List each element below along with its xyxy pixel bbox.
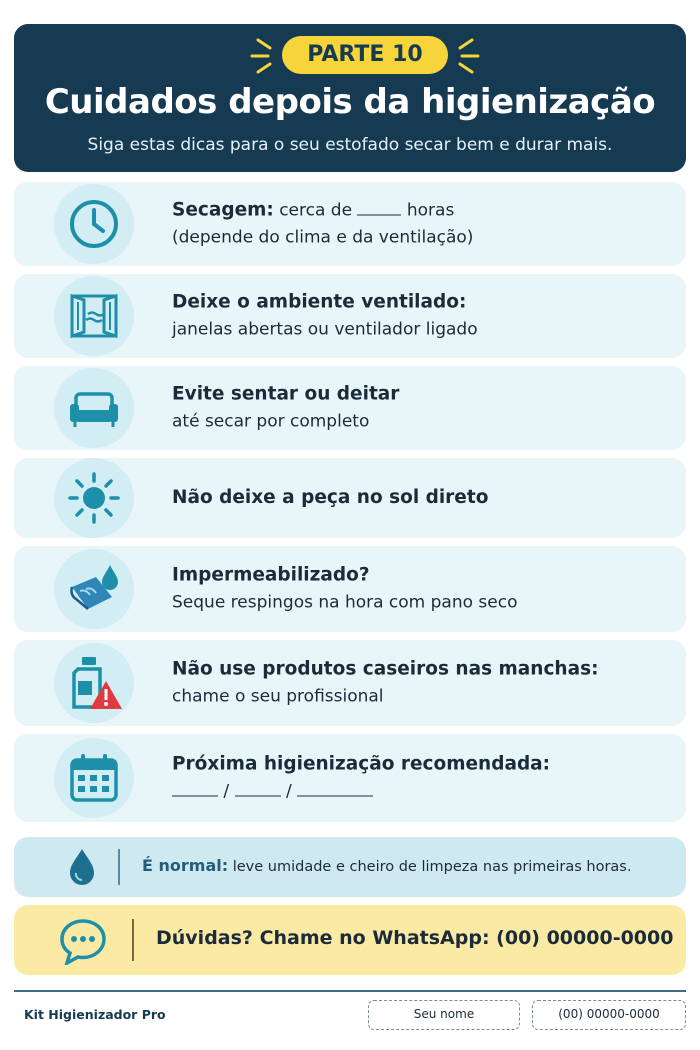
sofa-icon — [66, 380, 122, 436]
contact-text: Dúvidas? Chame no WhatsApp: (00) 00000-0000 — [156, 927, 674, 949]
tip-card-ventilation — [14, 274, 686, 358]
tip-text: Secagem: cerca de horas (depende do clima e da ventilação) — [172, 199, 474, 248]
sun-icon — [66, 470, 122, 526]
tip-card-no-homemade — [14, 640, 686, 726]
page-title: Cuidados depois da higienização — [44, 82, 656, 122]
name-field[interactable]: Seu nome — [368, 1000, 520, 1030]
right-rays-icon — [454, 34, 494, 78]
tip-text: Deixe o ambiente ventilado: janelas abertas ou ventilador ligado — [172, 291, 478, 340]
phone-field[interactable]: (00) 00000-0000 — [532, 1000, 686, 1030]
tip-card-avoid-sitting — [14, 366, 686, 450]
note-text: É normal: leve umidade e cheiro de limpeza nas primeiras horas. — [142, 856, 632, 875]
tip-text: Não use produtos caseiros nas manchas: chame o seu profissional — [172, 658, 599, 707]
tip-text: Impermeabilizado? Seque respingos na hora com pano seco — [172, 564, 518, 613]
open-window-icon — [66, 288, 122, 344]
date-day-blank[interactable] — [172, 783, 218, 797]
chat-bubble-icon — [58, 917, 108, 965]
hours-blank[interactable] — [357, 202, 401, 216]
bottle-warning-icon — [66, 655, 122, 711]
part-badge: PARTE 10 — [282, 36, 448, 74]
tip-card-no-sun — [14, 458, 686, 538]
tip-card-next-cleaning — [14, 734, 686, 822]
left-rays-icon — [236, 34, 276, 78]
page-subtitle: Siga estas dicas para o seu estofado secar bem e durar mais. — [87, 135, 613, 155]
water-drop-icon — [62, 847, 102, 887]
tip-card-waterproof — [14, 546, 686, 632]
clock-icon — [66, 196, 122, 252]
date-month-blank[interactable] — [235, 783, 281, 797]
tip-card-drying — [14, 182, 686, 266]
header-banner — [14, 24, 686, 172]
date-year-blank[interactable] — [297, 783, 373, 797]
info-note — [14, 837, 686, 897]
tip-text: Não deixe a peça no sol direto — [172, 487, 489, 508]
calendar-icon — [66, 750, 122, 806]
footer-divider — [14, 990, 686, 992]
brand-name: Kit Higienizador Pro — [24, 1007, 166, 1022]
tip-text: Próxima higienização recomendada: / / — [172, 753, 551, 802]
whatsapp-contact[interactable] — [14, 905, 686, 975]
fabric-droplet-icon — [66, 561, 122, 617]
tip-text: Evite sentar ou deitar até secar por completo — [172, 383, 400, 432]
